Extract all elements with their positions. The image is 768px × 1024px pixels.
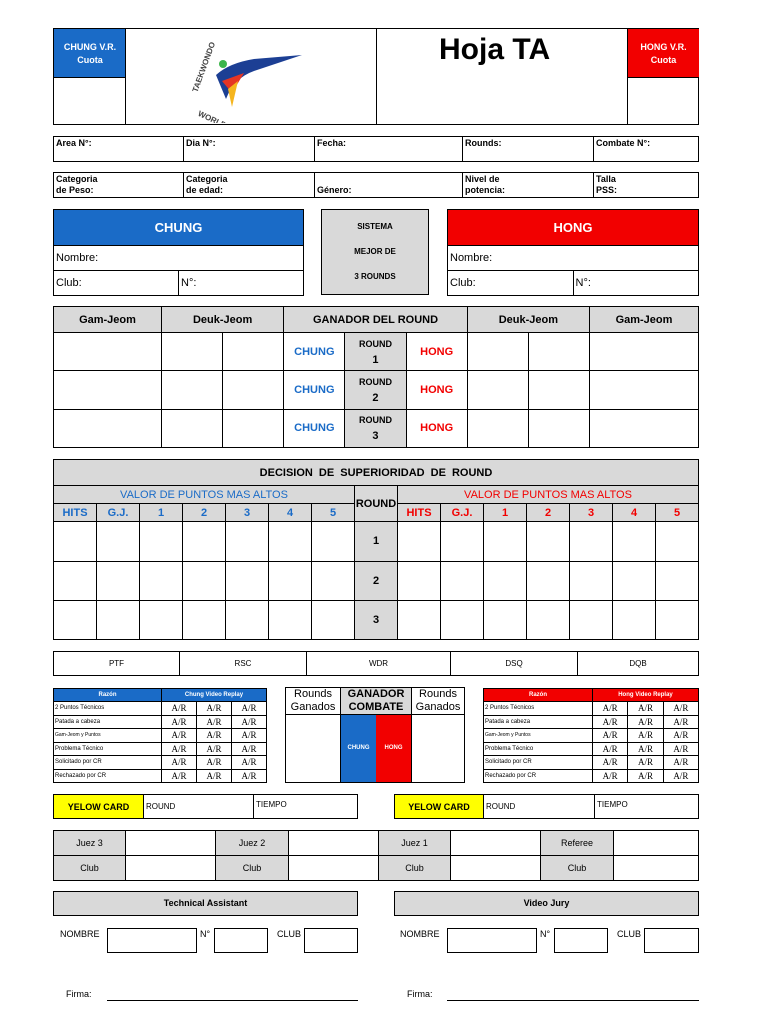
chung-title: CHUNG: [54, 210, 304, 246]
ar-cell[interactable]: A/R: [197, 742, 232, 756]
hong-yellow-card: [394, 794, 699, 819]
sistema-l3: 3 ROUNDS: [354, 272, 396, 281]
juez3-club-input[interactable]: [126, 856, 216, 881]
taekwondo-logo: [174, 33, 304, 123]
vj-num-label: N°: [540, 929, 551, 939]
dia-field[interactable]: Dia N°:: [184, 137, 315, 162]
vj-firma-label: Firma:: [407, 989, 433, 999]
ar-cell[interactable]: A/R: [593, 715, 628, 729]
round-winner-hong[interactable]: HONG: [406, 333, 467, 371]
reason-label: Solicitado por CR: [54, 756, 162, 770]
decision-rsc[interactable]: RSC: [180, 652, 307, 676]
ar-cell[interactable]: A/R: [593, 702, 628, 716]
juez3-input[interactable]: [126, 831, 216, 856]
round-winner-hong[interactable]: HONG: [406, 409, 467, 447]
decision-ptf[interactable]: PTF: [54, 652, 180, 676]
cell[interactable]: [613, 600, 656, 639]
ar-cell[interactable]: A/R: [232, 702, 267, 716]
logo-text-bottom: WORLD: [196, 109, 228, 123]
cat-edad-l2: de edad:: [186, 185, 224, 195]
hong-club-field[interactable]: Club:: [448, 271, 574, 296]
reason-label: Solicitado por CR: [484, 756, 593, 770]
ar-cell[interactable]: A/R: [232, 715, 267, 729]
cell[interactable]: [484, 522, 527, 561]
vj-nombre-label: NOMBRE: [400, 929, 440, 939]
hong-col-gj: G.J.: [441, 504, 484, 522]
chung-rounds-ganados: [286, 688, 340, 714]
chung-num-field[interactable]: N°:: [179, 271, 304, 296]
reason-label: 2 Puntos Técnicos: [54, 702, 162, 716]
reason-label: Gam-Jeom y Puntos: [54, 729, 162, 743]
chung-rounds-input[interactable]: [286, 715, 340, 782]
ta-num-input[interactable]: [214, 928, 268, 953]
cell[interactable]: [162, 333, 223, 371]
cell[interactable]: [484, 561, 527, 600]
round-word: ROUND: [358, 338, 392, 349]
superiority-row-1: [54, 522, 699, 561]
ta-club-label: CLUB: [277, 929, 302, 939]
ta-nombre-label: NOMBRE: [60, 929, 100, 939]
deuk-jeom-header-chung: Deuk-Jeom: [162, 307, 284, 333]
cell[interactable]: [54, 561, 97, 600]
cell[interactable]: [183, 561, 226, 600]
round-number: 3: [372, 430, 379, 443]
cell[interactable]: [613, 522, 656, 561]
superiority-row-3: [54, 600, 699, 639]
cell[interactable]: [656, 600, 699, 639]
hong-yellow-tiempo[interactable]: TIEMPO: [595, 795, 699, 819]
reason-label: Rechazado por CR: [484, 769, 593, 783]
ta-nombre-input[interactable]: [107, 928, 197, 953]
referee-label: Referee: [541, 831, 614, 856]
rounds-l2: Ganados: [290, 701, 336, 713]
juez1-club-label: Club: [379, 856, 451, 881]
reason-label: Problema Técnico: [484, 742, 593, 756]
area-field[interactable]: Area N°:: [54, 137, 184, 162]
cell[interactable]: [226, 522, 269, 561]
chung-col-2: 2: [183, 504, 226, 522]
vj-firma-line[interactable]: [447, 1000, 699, 1001]
juez1-input[interactable]: [451, 831, 541, 856]
cell[interactable]: [570, 600, 613, 639]
nivel-l2: potencia:: [465, 185, 506, 195]
technical-assistant-header: Technical Assistant: [53, 891, 358, 916]
chung-vr-divider: [54, 77, 126, 78]
cell[interactable]: [590, 409, 699, 447]
deuk-jeom-header-hong: Deuk-Jeom: [467, 307, 589, 333]
reason-label: Gam-Jeom y Puntos: [484, 729, 593, 743]
ar-cell[interactable]: A/R: [162, 742, 197, 756]
talla-l1: Talla: [596, 174, 616, 184]
round-number: 2: [372, 392, 379, 405]
ar-cell[interactable]: A/R: [593, 756, 628, 770]
ar-cell[interactable]: A/R: [232, 742, 267, 756]
cell[interactable]: [528, 371, 589, 409]
cell[interactable]: [467, 371, 528, 409]
reason-label: Rechazado por CR: [54, 769, 162, 783]
juez3-club-label: Club: [54, 856, 126, 881]
cat-peso-l2: de Peso:: [56, 185, 94, 195]
decision-dsq[interactable]: DSQ: [451, 652, 578, 676]
chung-col-gj: G.J.: [97, 504, 140, 522]
chung-razon-header: Razón: [54, 689, 162, 702]
cell[interactable]: [484, 600, 527, 639]
rounds-table: [53, 306, 699, 448]
nivel-field[interactable]: [463, 173, 594, 198]
chung-col-5: 5: [312, 504, 355, 522]
hong-player-box: [447, 209, 699, 296]
cell[interactable]: [269, 522, 312, 561]
cell[interactable]: [54, 600, 97, 639]
chung-club-field[interactable]: Club:: [54, 271, 179, 296]
ar-cell[interactable]: A/R: [162, 715, 197, 729]
round-winner-chung[interactable]: CHUNG: [284, 409, 345, 447]
ar-cell[interactable]: A/R: [197, 702, 232, 716]
chung-replay-header: Chung Video Replay: [162, 689, 267, 702]
hong-valor-header: VALOR DE PUNTOS MAS ALTOS: [398, 486, 699, 504]
referee-club-input[interactable]: [614, 856, 699, 881]
ar-cell[interactable]: A/R: [232, 729, 267, 743]
reason-label: Patada a cabeza: [484, 715, 593, 729]
gam-jeom-header-hong: Gam-Jeom: [590, 307, 699, 333]
ta-firma-label: Firma:: [66, 989, 92, 999]
juez2-input[interactable]: [289, 831, 379, 856]
rounds-field[interactable]: Rounds:: [463, 137, 594, 162]
ta-num-label: N°: [200, 929, 211, 939]
cell[interactable]: [613, 561, 656, 600]
cell[interactable]: [97, 561, 140, 600]
cell[interactable]: [162, 409, 223, 447]
video-jury-header: Video Jury: [394, 891, 699, 916]
cell[interactable]: [97, 600, 140, 639]
round-word: ROUND: [358, 377, 392, 388]
hong-num-field[interactable]: N°:: [573, 271, 699, 296]
hong-video-replay: [483, 688, 699, 783]
round-winner-chung[interactable]: CHUNG: [284, 333, 345, 371]
hong-col-5: 5: [656, 504, 699, 522]
chung-col-hits: HITS: [54, 504, 97, 522]
vj-club-label: CLUB: [617, 929, 642, 939]
ar-cell[interactable]: A/R: [628, 715, 663, 729]
cell[interactable]: [54, 333, 162, 371]
round-label: [345, 409, 406, 447]
chung-nombre-field[interactable]: Nombre:: [54, 246, 304, 271]
cell[interactable]: [269, 600, 312, 639]
cell[interactable]: [54, 409, 162, 447]
round-word: ROUND: [358, 415, 392, 426]
chung-col-1: 1: [140, 504, 183, 522]
ar-cell[interactable]: A/R: [232, 756, 267, 770]
referee-input[interactable]: [614, 831, 699, 856]
rounds-l1: Rounds: [294, 688, 332, 700]
ta-firma-line[interactable]: [107, 1000, 358, 1001]
ar-cell[interactable]: A/R: [197, 715, 232, 729]
decision-dqb[interactable]: DQB: [578, 652, 699, 676]
juez1-club-input[interactable]: [451, 856, 541, 881]
sistema-box: [321, 209, 429, 295]
round-row-1: [54, 333, 699, 371]
superiority-title: DECISION DE SUPERIORIDAD DE ROUND: [54, 460, 699, 486]
reason-label: 2 Puntos Técnicos: [484, 702, 593, 716]
ganador-hong-button[interactable]: HONG: [376, 715, 412, 782]
juez2-club-label: Club: [216, 856, 289, 881]
cell[interactable]: [528, 333, 589, 371]
hong-razon-header: Razón: [484, 689, 593, 702]
judges-table: [53, 830, 699, 881]
cell[interactable]: [467, 333, 528, 371]
juez2-club-input[interactable]: [289, 856, 379, 881]
ar-cell[interactable]: A/R: [593, 742, 628, 756]
talla-field[interactable]: [594, 173, 699, 198]
ar-cell[interactable]: A/R: [663, 769, 698, 783]
chung-cuota-label: Cuota: [77, 55, 103, 65]
cell[interactable]: [223, 371, 284, 409]
cell[interactable]: [398, 561, 441, 600]
hong-col-hits: HITS: [398, 504, 441, 522]
cell[interactable]: [312, 522, 355, 561]
decision-types: [53, 651, 699, 676]
cell[interactable]: [162, 371, 223, 409]
chung-vr-box: [54, 29, 126, 77]
chung-yellow-round[interactable]: ROUND: [144, 795, 254, 819]
info-row-2: [53, 172, 699, 198]
ar-cell[interactable]: A/R: [628, 702, 663, 716]
hong-cuota-label: Cuota: [650, 55, 677, 65]
fecha-field[interactable]: Fecha:: [315, 137, 463, 162]
ganador-round-header: GANADOR DEL ROUND: [284, 307, 467, 333]
sistema-l1: SISTEMA: [357, 222, 393, 231]
chung-video-replay: [53, 688, 267, 783]
ar-cell[interactable]: A/R: [593, 729, 628, 743]
referee-club-label: Club: [541, 856, 614, 881]
hong-vr-box: [628, 29, 699, 77]
hong-replay-header: Hong Video Replay: [593, 689, 699, 702]
ta-club-input[interactable]: [304, 928, 358, 953]
round-label: [345, 371, 406, 409]
cell[interactable]: [656, 561, 699, 600]
ar-cell[interactable]: A/R: [628, 769, 663, 783]
cell[interactable]: [656, 522, 699, 561]
cell[interactable]: [441, 522, 484, 561]
round-label: [345, 333, 406, 371]
hong-col-3: 3: [570, 504, 613, 522]
chung-yellow-label: YELOW CARD: [54, 795, 144, 819]
cell[interactable]: [590, 371, 699, 409]
hong-yellow-round[interactable]: ROUND: [484, 795, 595, 819]
chung-yellow-tiempo[interactable]: TIEMPO: [254, 795, 358, 819]
ar-cell[interactable]: A/R: [663, 756, 698, 770]
ar-cell[interactable]: A/R: [663, 702, 698, 716]
rounds-l2: Ganados: [415, 701, 461, 713]
hong-nombre-field[interactable]: Nombre:: [448, 246, 699, 271]
nivel-l1: Nivel de: [465, 174, 500, 184]
hong-vr-divider: [628, 77, 699, 78]
chung-valor-header: VALOR DE PUNTOS MAS ALTOS: [54, 486, 355, 504]
superiority-table: [53, 459, 699, 640]
cell[interactable]: [97, 522, 140, 561]
ar-cell[interactable]: A/R: [162, 702, 197, 716]
cell[interactable]: [570, 561, 613, 600]
decision-wdr[interactable]: WDR: [307, 652, 451, 676]
info-row-1: [53, 136, 699, 162]
hong-rounds-input[interactable]: [412, 715, 464, 782]
cell[interactable]: [54, 522, 97, 561]
juez2-label: Juez 2: [216, 831, 289, 856]
cell[interactable]: [223, 409, 284, 447]
hong-col-2: 2: [527, 504, 570, 522]
hong-rounds-ganados: [412, 688, 464, 714]
cell[interactable]: [54, 371, 162, 409]
reason-label: Patada a cabeza: [54, 715, 162, 729]
sistema-l2: MEJOR DE: [354, 247, 396, 256]
ar-cell[interactable]: A/R: [663, 729, 698, 743]
juez1-label: Juez 1: [379, 831, 451, 856]
cell[interactable]: [398, 600, 441, 639]
ar-cell[interactable]: A/R: [162, 756, 197, 770]
vj-nombre-input[interactable]: [447, 928, 537, 953]
round-winner-hong[interactable]: HONG: [406, 371, 467, 409]
ar-cell[interactable]: A/R: [232, 769, 267, 783]
round-number: 1: [372, 353, 379, 366]
superiority-row-2: [54, 561, 699, 600]
ar-cell[interactable]: A/R: [162, 729, 197, 743]
ar-cell[interactable]: A/R: [663, 715, 698, 729]
cell[interactable]: [223, 333, 284, 371]
rounds-l1: Rounds: [419, 688, 457, 700]
cell[interactable]: [226, 561, 269, 600]
vj-club-input[interactable]: [644, 928, 699, 953]
page-title: Hoja TA: [439, 33, 551, 66]
round-row-3: [54, 409, 699, 447]
ganador-l1: GANADOR: [347, 688, 405, 700]
cell[interactable]: [226, 600, 269, 639]
ar-cell[interactable]: A/R: [628, 742, 663, 756]
cat-edad-field[interactable]: [184, 173, 315, 198]
cell[interactable]: [183, 522, 226, 561]
cell[interactable]: [398, 522, 441, 561]
combate-field[interactable]: Combate N°:: [594, 137, 699, 162]
cell[interactable]: [140, 600, 183, 639]
cell[interactable]: [441, 600, 484, 639]
ganador-combate-box: [285, 687, 465, 783]
cell[interactable]: [590, 333, 699, 371]
cell[interactable]: [140, 561, 183, 600]
ar-cell[interactable]: A/R: [162, 769, 197, 783]
chung-player-box: [53, 209, 304, 296]
cell[interactable]: [441, 561, 484, 600]
chung-col-4: 4: [269, 504, 312, 522]
chung-yellow-card: [53, 794, 358, 819]
superiority-round-header: ROUND: [355, 486, 398, 522]
ar-cell[interactable]: A/R: [593, 769, 628, 783]
cell[interactable]: [312, 561, 355, 600]
header: [53, 28, 699, 125]
cell[interactable]: [183, 600, 226, 639]
cat-edad-l1: Categoria: [186, 174, 228, 184]
ganador-chung-button[interactable]: CHUNG: [340, 715, 376, 782]
ganador-l2: COMBATE: [348, 701, 404, 713]
cell[interactable]: [527, 522, 570, 561]
hong-col-4: 4: [613, 504, 656, 522]
talla-l2: PSS:: [596, 185, 618, 195]
header-vline-2: [376, 29, 377, 125]
round-row-2: [54, 371, 699, 409]
genero-field[interactable]: Género:: [315, 173, 463, 198]
cell[interactable]: [140, 522, 183, 561]
superiority-round-number: 1: [355, 522, 398, 561]
juez3-label: Juez 3: [54, 831, 126, 856]
ar-cell[interactable]: A/R: [197, 769, 232, 783]
superiority-round-number: 3: [355, 600, 398, 639]
reason-label: Problema Técnico: [54, 742, 162, 756]
cell[interactable]: [467, 409, 528, 447]
cell[interactable]: [269, 561, 312, 600]
round-winner-chung[interactable]: CHUNG: [284, 371, 345, 409]
superiority-round-number: 2: [355, 561, 398, 600]
ar-cell[interactable]: A/R: [663, 742, 698, 756]
chung-vr-label: CHUNG V.R.: [63, 42, 117, 52]
ar-cell[interactable]: A/R: [197, 729, 232, 743]
ar-cell[interactable]: A/R: [628, 756, 663, 770]
cell[interactable]: [570, 522, 613, 561]
hong-col-1: 1: [484, 504, 527, 522]
ganador-combate-title: [340, 688, 412, 714]
vj-num-input[interactable]: [554, 928, 608, 953]
logo-text-top: TAEKWONDO: [190, 40, 218, 94]
ar-cell[interactable]: A/R: [197, 756, 232, 770]
cell[interactable]: [528, 409, 589, 447]
cat-peso-field[interactable]: [54, 173, 184, 198]
header-vline-1: [125, 29, 126, 125]
hong-title: HONG: [448, 210, 699, 246]
hong-vr-label: HONG V.R.: [640, 42, 687, 52]
cell[interactable]: [527, 600, 570, 639]
cell[interactable]: [527, 561, 570, 600]
cell[interactable]: [312, 600, 355, 639]
hong-yellow-label: YELOW CARD: [395, 795, 484, 819]
chung-col-3: 3: [226, 504, 269, 522]
gam-jeom-header-chung: Gam-Jeom: [54, 307, 162, 333]
cat-peso-l1: Categoria: [56, 174, 98, 184]
ar-cell[interactable]: A/R: [628, 729, 663, 743]
